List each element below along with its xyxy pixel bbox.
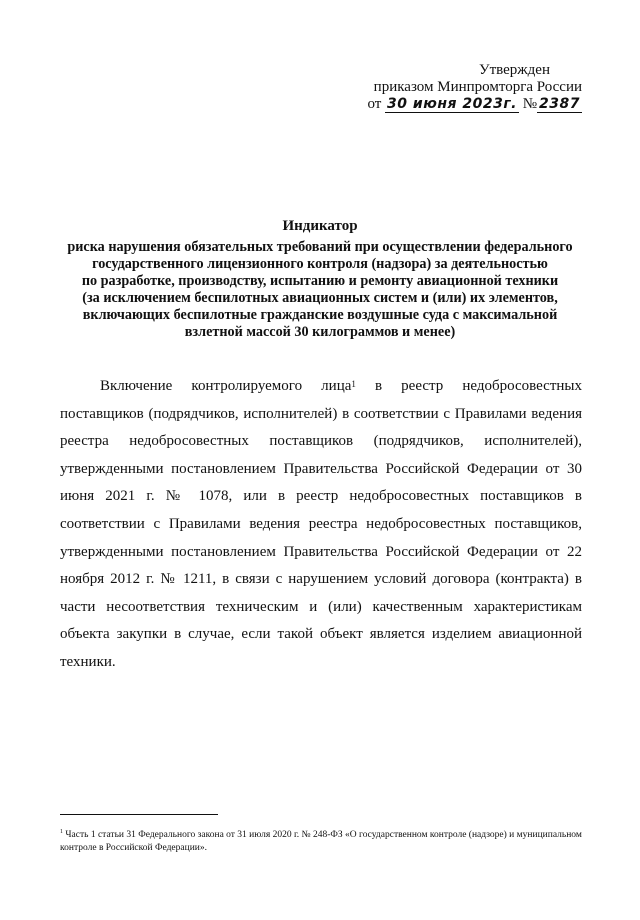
document-title: [58, 218, 582, 341]
title-heading: Индикатор: [282, 218, 358, 234]
approval-from-label: от: [367, 96, 382, 112]
handwritten-date: 30 июня 2023г.: [387, 96, 517, 112]
title-line: (за исключением беспилотных авиационных систем и (или) их элементов,: [82, 290, 558, 306]
approval-line-order: приказом Минпромторга России: [373, 79, 582, 95]
title-line: риска нарушения обязательных требований при осуществлении федерального: [67, 239, 573, 255]
footnote-text: Часть 1 статьи 31 Федерального закона от 31 июля 2020 г. № 248-ФЗ «О государственном контроле (надзоре) и муниципальном контроле в Российской Федерации».: [60, 830, 582, 854]
footnote-separator: [60, 814, 218, 815]
footnote-reference: 1: [351, 379, 356, 389]
body-text-rest: в реестр недобросовестных поставщиков (подрядчиков, исполнителей) в соответствии с Правилами ведения реестра недобросовестных поставщиков (подрядчиков, исполнителей), утвержденными постановлением Правительства Российской Федерации от 30 июня 2021 г. № 1078, или в реестр недобросовестных поставщиков в соответствии с Правилами ведения реестра недобросовестных поставщиков, утвержденными постановлением Правительства Российской Федерации от 22 ноября 2012 г. № 1211, в связи с нарушением условий договора (контракта) в части несоответствия техническим и (или) качественным характеристикам объекта закупки в случае, если такой объект является изделием авиационной техники.: [60, 378, 583, 670]
title-line: взлетной массой 30 килограммов и менее): [184, 324, 456, 340]
title-line: включающих беспилотные гражданские воздушные суда с максимальной: [82, 307, 558, 323]
number-sign: №: [522, 96, 538, 112]
handwritten-number: 2387: [539, 96, 580, 112]
approval-stamp: [322, 62, 582, 113]
approval-line-date-number: [322, 96, 582, 113]
title-line: государственного лицензионного контроля (надзора) за деятельностью: [92, 256, 548, 272]
approval-line-approved: Утвержден: [478, 62, 550, 78]
footnote: [60, 826, 590, 855]
footnote-marker: 1: [60, 829, 63, 835]
body-paragraph: [60, 373, 582, 677]
body-text-start: Включение контролируемого лица: [100, 378, 352, 394]
title-line: по разработке, производству, испытанию и ремонту авиационной техники: [81, 273, 559, 289]
